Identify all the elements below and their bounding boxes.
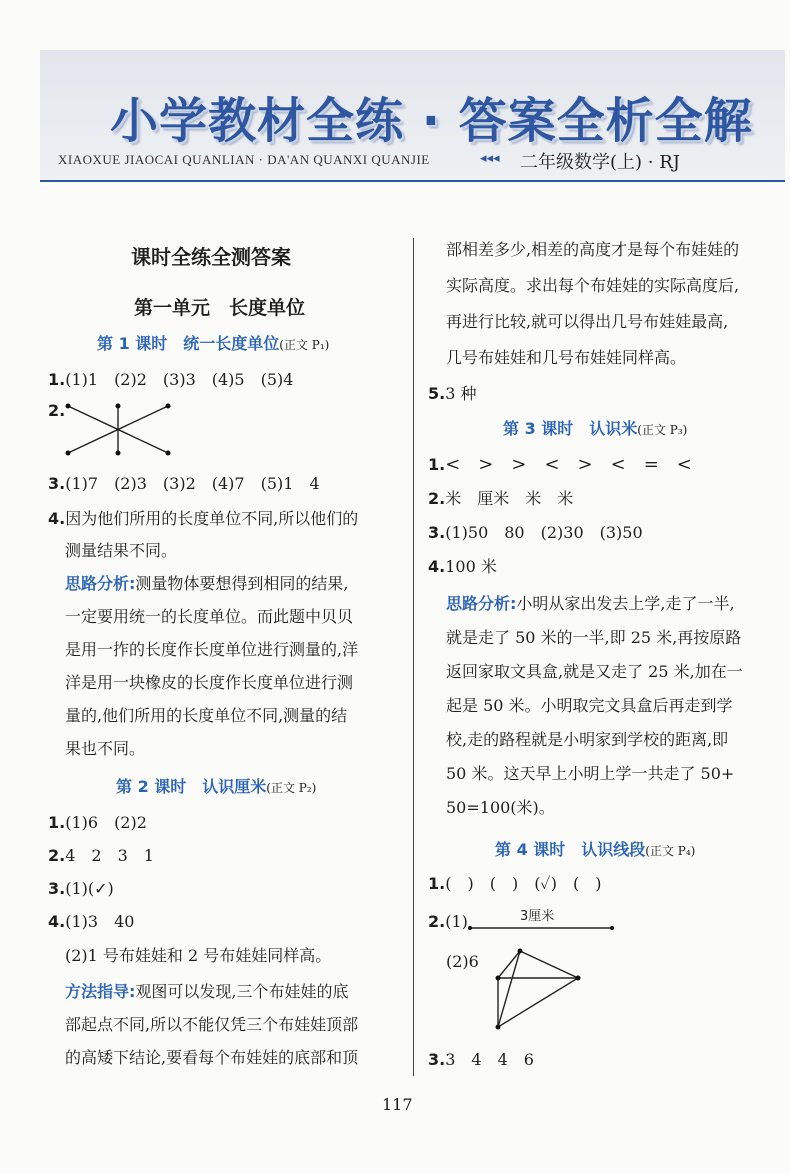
lesson-3-ref: (正文 P₃): [637, 423, 688, 437]
book-title: 小学教材全练 · 答案全析全解: [110, 93, 753, 149]
analysis-1-line: 果也不同。: [65, 739, 146, 758]
lesson-4-title: [495, 840, 695, 861]
continuation-line: 几号布娃娃和几号布娃娃同样高。: [446, 348, 687, 367]
arrow-icon: ◂◂◂: [480, 151, 500, 166]
analysis-2-line: 就是走了 50 米的一半,即 25 米,再按原路: [446, 628, 742, 647]
page-number: 117: [382, 1095, 413, 1114]
section-title: 课时全练全测答案: [131, 245, 291, 269]
analysis-1-line: 洋是用一块橡皮的长度作长度单位进行测: [65, 673, 354, 692]
lesson-2-question-4: 4.(1)3 40: [48, 912, 135, 931]
quadrilateral-diagram: [490, 945, 590, 1035]
lesson-2-question-2: 2.4 2 3 1: [48, 846, 154, 865]
segment-label: 3厘米: [520, 909, 555, 924]
lesson-4-question-2-part-2: (2)6: [446, 952, 479, 971]
book-subtitle: XIAOXUE JIAOCAI QUANLIAN · DA'AN QUANXI QUANJIE: [58, 152, 430, 167]
analysis-1: 思路分析:测量物体要想得到相同的结果,: [65, 574, 349, 593]
analysis-1-line: 是用一拃的长度作长度单位进行测量的,洋: [65, 640, 359, 659]
lesson-1-label: 第 1 课时 统一长度单位: [97, 334, 280, 353]
question-1: 1.(1)1 (2)2 (3)3 (4)5 (5)4: [48, 370, 294, 389]
continuation-line: 部相差多少,相差的高度才是每个布娃娃的: [446, 240, 740, 259]
grade-label: 二年级数学(上) · RJ: [520, 152, 680, 173]
analysis-2-line: 校,走的路程就是小明家到学校的距离,即: [446, 730, 729, 749]
lesson-1-ref: (正文 P₁): [279, 338, 330, 352]
lesson-2-question-4-part-2: (2)1 号布娃娃和 2 号布娃娃同样高。: [65, 946, 332, 965]
lesson-3-question-3: 3.(1)50 80 (2)30 (3)50: [428, 523, 643, 542]
column-divider: [413, 238, 414, 1076]
lesson-4-ref: (正文 P₄): [645, 844, 696, 858]
method-guide: 方法指导:观图可以发现,三个布娃娃的底: [65, 982, 349, 1001]
lesson-4-question-2: 2.(1): [428, 912, 468, 931]
lesson-3-label: 第 3 课时 认识米: [503, 419, 638, 438]
question-5: 5.3 种: [428, 384, 477, 403]
analysis-2-line: 起是 50 米。小明取完文具盒后再走到学: [446, 696, 733, 715]
unit-title: 第一单元 长度单位: [134, 297, 306, 319]
lesson-3-question-4: 4.100 米: [428, 557, 497, 576]
method-guide-line: 的高矮下结论,要看每个布娃娃的底部和顶: [65, 1048, 359, 1067]
lesson-2-question-3: 3.(1)(✓): [48, 879, 114, 898]
segment-diagram: [468, 906, 618, 936]
lesson-3-title: [503, 419, 687, 440]
continuation-line: 再进行比较,就可以得出几号布娃娃最高,: [446, 312, 729, 331]
analysis-2: 思路分析:小明从家出发去上学,走了一半,: [446, 594, 735, 613]
analysis-1-line: 一定要用统一的长度单位。而此题中贝贝: [65, 607, 354, 626]
lesson-4-question-1: 1.( ) ( ) (✓) ( ): [428, 874, 602, 893]
analysis-2-line: 返回家取文具盒,就是又走了 25 米,加在一: [446, 662, 743, 681]
lesson-3-question-2: 2.米 厘米 米 米: [428, 489, 574, 508]
question-4: 4.因为他们所用的长度单位不同,所以他们的: [48, 509, 359, 528]
analysis-2-line: 50 米。这天早上小明上学一共走了 50+: [446, 764, 735, 783]
lesson-2-ref: (正文 P₂): [266, 781, 317, 795]
analysis-2-line: 50=100(米)。: [446, 798, 555, 817]
continuation-line: 实际高度。求出每个布娃娃的实际高度后,: [446, 276, 740, 295]
method-guide-line: 部起点不同,所以不能仅凭三个布娃娃顶部: [65, 1015, 359, 1034]
lesson-2-label: 第 2 课时 认识厘米: [116, 777, 267, 796]
header-rule: [40, 180, 785, 182]
lesson-3-question-1: 1.< > > < > < = <: [428, 454, 692, 475]
analysis-1-line: 量的,他们所用的长度单位不同,测量的结: [65, 706, 348, 725]
lesson-4-label: 第 4 课时 认识线段: [495, 840, 646, 859]
lesson-4-question-3: 3.3 4 4 6: [428, 1050, 534, 1069]
lesson-1-title: [97, 334, 329, 355]
question-3: 3.(1)7 (2)3 (3)2 (4)7 (5)1 4: [48, 474, 320, 493]
question-2: 2.: [48, 401, 66, 420]
lesson-2-title: [116, 777, 316, 798]
question-4-line-2: 测量结果不同。: [65, 541, 178, 560]
crossing-lines-diagram: [60, 398, 180, 460]
lesson-2-question-1: 1.(1)6 (2)2: [48, 813, 147, 832]
